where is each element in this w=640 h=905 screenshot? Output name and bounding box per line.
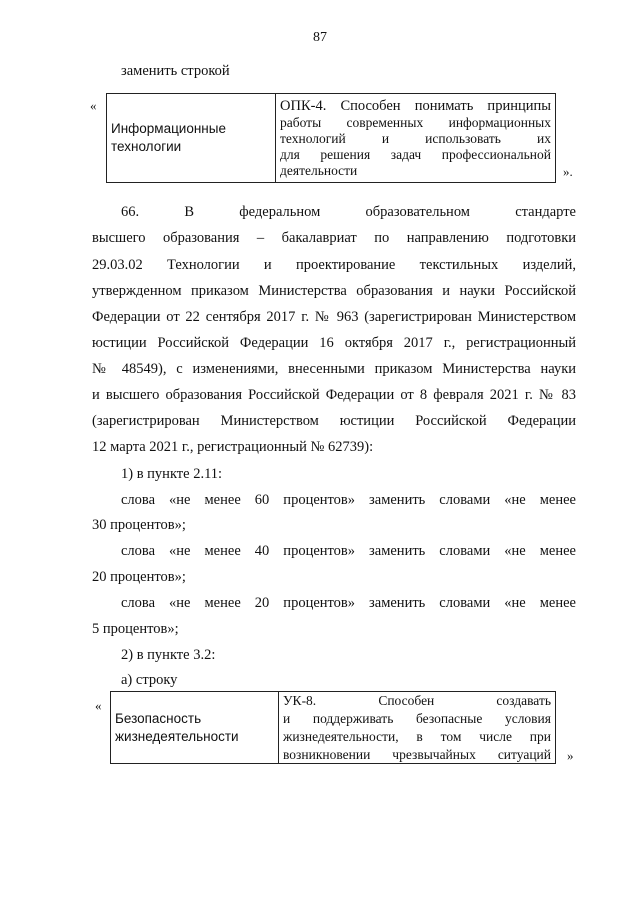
item2-heading: 2) в пункте 3.2:	[121, 647, 216, 663]
table2-left-cell	[111, 692, 279, 764]
table1-left-cell	[107, 94, 276, 183]
page-number: 87	[313, 30, 327, 45]
table1-close-quote: ».	[563, 164, 573, 179]
table2-close-quote: »	[567, 748, 574, 763]
table2	[110, 691, 556, 764]
paragraph-line: (зарегистрирован Министерством юстиции Российской Федерации	[92, 413, 576, 429]
table2-left-line: Безопасность	[115, 710, 202, 726]
words-line: слова «не менее 60 процентов» заменить словами «не менее	[121, 492, 576, 508]
table2-right-line: жизнедеятельности, в том числе при	[283, 729, 551, 744]
table2-left-line: жизнедеятельности	[115, 728, 239, 744]
table1-right-cell	[276, 94, 556, 183]
table2-right-line: и поддерживать безопасные условия	[283, 711, 551, 726]
table2-right-line: возникновении чрезвычайных ситуаций	[283, 747, 551, 762]
table2-open-quote: «	[95, 698, 102, 713]
paragraph-line: 66. В федеральном образовательном стандарте	[121, 204, 576, 220]
table1-right-line: ОПК-4. Способен понимать принципы	[280, 98, 551, 114]
table2-right-cell	[279, 692, 556, 764]
table1-left-line: технологии	[111, 139, 182, 154]
paragraph-line: и высшего образования Российской Федерации от 8 февраля 2021 г. № 83	[92, 387, 576, 403]
paragraph-line: юстиции Российской Федерации 16 октября 2017 г., регистрационный	[92, 335, 576, 351]
paragraph-line: № 48549), с изменениями, внесенными приказом Министерства науки	[92, 361, 576, 377]
paragraph-line: Федерации от 22 сентября 2017 г. № 963 (зарегистрирован Министерством	[92, 309, 576, 325]
paragraph-line: 12 марта 2021 г., регистрационный № 62739):	[92, 439, 374, 455]
table1	[106, 93, 556, 183]
table1-right-line: для решения задач профессиональной	[280, 147, 551, 162]
words-line: 5 процентов»;	[92, 621, 179, 637]
item1-heading: 1) в пункте 2.11:	[121, 466, 223, 482]
table2-right-line: УК-8. Способен создавать	[283, 693, 551, 708]
paragraph-line: 29.03.02 Технологии и проектирование текстильных изделий,	[92, 257, 576, 273]
words-line: слова «не менее 40 процентов» заменить словами «не менее	[121, 543, 576, 559]
words-line: слова «не менее 20 процентов» заменить словами «не менее	[121, 595, 576, 611]
words-line: 30 процентов»;	[92, 517, 186, 533]
words-line: 20 процентов»;	[92, 569, 186, 585]
table1-right-line: технологий и использовать их	[280, 131, 551, 146]
table1-right-line: деятельности	[280, 163, 358, 178]
table1-right-line: работы современных информационных	[280, 115, 551, 130]
table1-left-line: Информационные	[111, 121, 226, 136]
paragraph-line: утвержденном приказом Министерства образования и науки Российской	[92, 283, 576, 299]
paragraph-line: высшего образования – бакалавриат по направлению подготовки	[92, 230, 576, 246]
intro-text: заменить строкой	[121, 63, 230, 79]
item2a-heading: а) строку	[121, 672, 178, 688]
table1-open-quote: «	[90, 98, 97, 113]
